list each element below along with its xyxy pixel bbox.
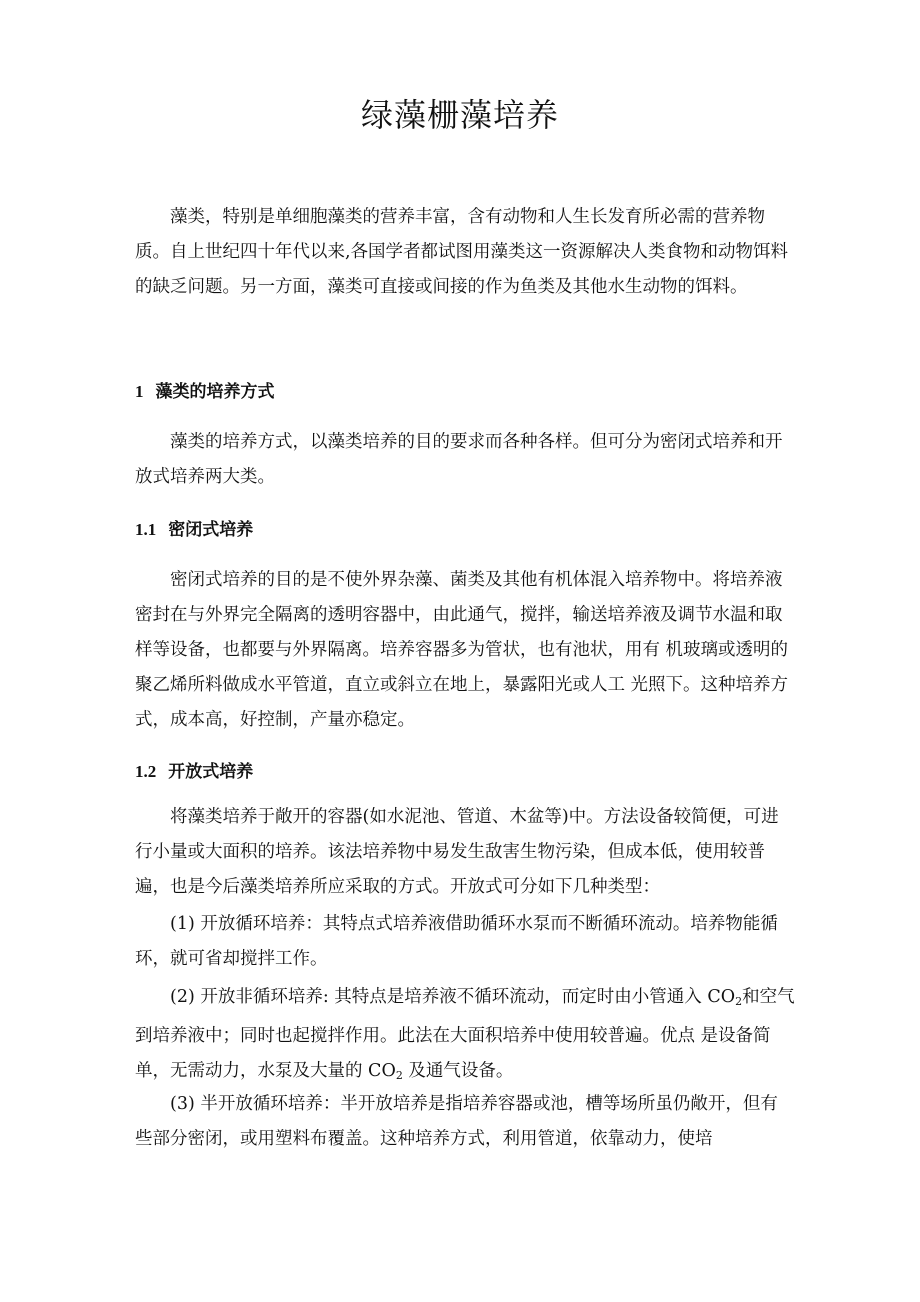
section-1-1-number: 1.1: [135, 520, 157, 539]
list-item-2: [135, 980, 795, 1093]
co2-subscript: 2: [735, 995, 743, 1008]
section-1-title: 藻类的培养方式: [155, 382, 275, 402]
list-item-2-text-c: 及通气设备。: [402, 1061, 514, 1081]
section-1-2-title: 开放式培养: [168, 762, 254, 782]
list-item-2-text-b: 和空气到培养液中；同时也起搅拌作用。此法在大面积培养中使用较普遍。优点 是设备简单，无需动力，水泵及大量的 CO: [135, 987, 795, 1081]
co2-subscript: 2: [395, 1069, 403, 1082]
section-1-heading: [135, 377, 275, 402]
section-1-1-heading: [135, 515, 253, 540]
list-item-3: (3) 半开放循环培养：半开放培养是指培养容器或池，槽等场所虽仍敞开，但有些部分密闭，或用塑料布覆盖。这种培养方式，利用管道，依靠动力，使培: [135, 1094, 778, 1149]
page-title: 绿藻栅藻培养: [360, 96, 559, 134]
section-1-number: 1: [135, 382, 144, 401]
list-item-1: (1) 开放循环培养：其特点式培养液借助循环水泵而不断循环流动。培养物能循环，就可省却搅拌工作。: [135, 914, 778, 969]
section-1-1-title: 密闭式培养: [168, 520, 254, 540]
section-1-paragraph: 藻类的培养方式，以藻类培养的目的要求而各种各样。但可分为密闭式培养和开放式培养两大类。: [135, 432, 783, 487]
section-1-2-number: 1.2: [135, 762, 157, 781]
section-1-2-heading: [135, 757, 253, 782]
list-item-2-text-a: (2) 开放非循环培养: 其特点是培养液不循环流动，而定时由小管通入 CO: [170, 987, 736, 1007]
section-1-2-paragraph: 将藻类培养于敞开的容器(如水泥池、管道、木盆等)中。方法设备较简便，可进行小量或大面积的培养。该法培养物中易发生敌害生物污染，但成本低，使用较普遍，也是今后藻类培养所应采取的方式。开放式可分如下几种类型：: [135, 807, 779, 897]
intro-paragraph: 藻类，特别是单细胞藻类的营养丰富，含有动物和人生长发育所必需的营养物质。自上世纪四十年代以来,各国学者都试图用藻类这一资源解决人类食物和动物饵料的缺乏问题。另一方面，藻类可直接或间接的作为鱼类及其他水生动物的饵料。: [135, 207, 789, 297]
section-1-1-paragraph: 密闭式培养的目的是不使外界杂藻、菌类及其他有机体混入培养物中。将培养液密封在与外界完全隔离的透明容器中，由此通气，搅拌，输送培养液及调节水温和取样等设备，也都要与外界隔离。培养容器多为管状，也有池状，用有 机玻璃或透明的聚乙烯所料做成水平管道，直立或斜立在地上，暴露阳光或人工 光照下。这种培养方式，成本高，好控制，产量亦稳定。: [135, 570, 789, 730]
